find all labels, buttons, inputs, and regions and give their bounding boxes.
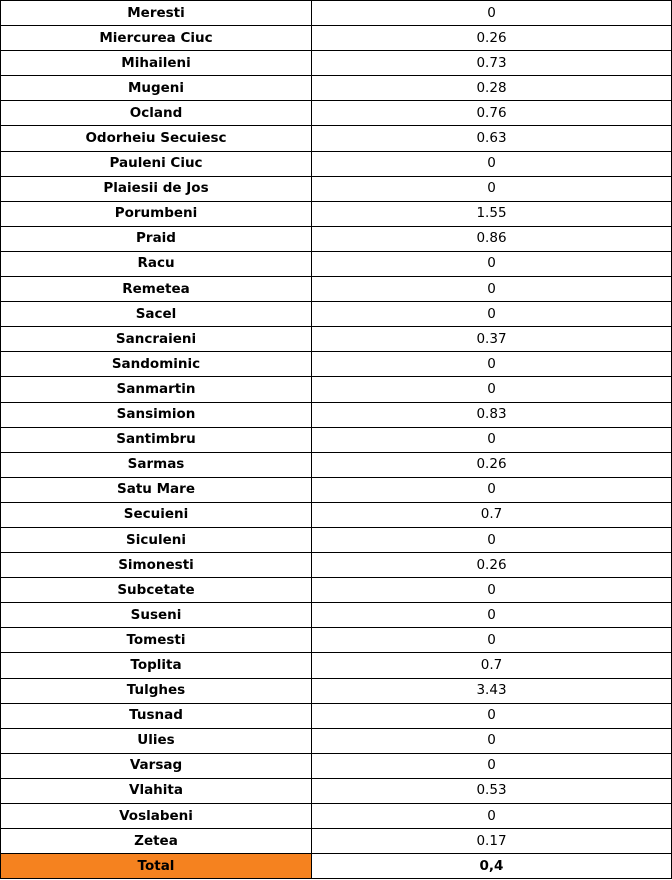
locality-name: Meresti [1, 1, 312, 26]
table-row [1, 402, 672, 427]
locality-value: 0.73 [312, 51, 672, 76]
locality-value: 1.55 [312, 201, 672, 226]
locality-value: 0 [312, 377, 672, 402]
locality-value: 0 [312, 578, 672, 603]
table-row [1, 1, 672, 26]
table-row [1, 628, 672, 653]
locality-name: Sarmas [1, 452, 312, 477]
locality-name: Suseni [1, 603, 312, 628]
table-body [1, 1, 672, 879]
locality-name: Sansimion [1, 402, 312, 427]
table-row [1, 26, 672, 51]
locality-value: 0 [312, 603, 672, 628]
locality-value: 0 [312, 251, 672, 276]
locality-value: 0 [312, 753, 672, 778]
table-row [1, 76, 672, 101]
locality-name: Secuieni [1, 502, 312, 527]
locality-value: 0.7 [312, 502, 672, 527]
locality-value: 0.26 [312, 26, 672, 51]
locality-name: Miercurea Ciuc [1, 26, 312, 51]
locality-name: Toplita [1, 653, 312, 678]
locality-value: 0 [312, 352, 672, 377]
locality-value: 0.63 [312, 126, 672, 151]
table-row [1, 352, 672, 377]
locality-value: 0 [312, 527, 672, 552]
locality-value: 0.86 [312, 226, 672, 251]
locality-name: Ocland [1, 101, 312, 126]
locality-value: 0 [312, 1, 672, 26]
locality-value: 0 [312, 427, 672, 452]
locality-value: 0 [312, 728, 672, 753]
locality-name: Ulies [1, 728, 312, 753]
locality-name: Sancraieni [1, 327, 312, 352]
locality-name: Satu Mare [1, 477, 312, 502]
locality-name: Racu [1, 251, 312, 276]
table-row [1, 126, 672, 151]
total-value: 0,4 [312, 854, 672, 879]
table-row [1, 452, 672, 477]
table-row [1, 477, 672, 502]
locality-name: Praid [1, 226, 312, 251]
table-row [1, 728, 672, 753]
table-row [1, 51, 672, 76]
total-row [1, 854, 672, 879]
total-label: Total [1, 854, 312, 879]
locality-name: Odorheiu Secuiesc [1, 126, 312, 151]
locality-value: 0.53 [312, 778, 672, 803]
table-row [1, 778, 672, 803]
locality-name: Pauleni Ciuc [1, 151, 312, 176]
locality-value: 0.28 [312, 76, 672, 101]
locality-value: 0.26 [312, 553, 672, 578]
table-row [1, 829, 672, 854]
locality-name: Mugeni [1, 76, 312, 101]
table-row [1, 527, 672, 552]
table-row [1, 603, 672, 628]
table-row [1, 653, 672, 678]
locality-name: Zetea [1, 829, 312, 854]
locality-name: Simonesti [1, 553, 312, 578]
locality-name: Sacel [1, 302, 312, 327]
locality-name: Mihaileni [1, 51, 312, 76]
table-row [1, 201, 672, 226]
table-row [1, 151, 672, 176]
locality-value: 0.37 [312, 327, 672, 352]
table-row [1, 502, 672, 527]
locality-value: 0 [312, 804, 672, 829]
locality-name: Plaiesii de Jos [1, 176, 312, 201]
table-row [1, 277, 672, 302]
locality-value: 0 [312, 151, 672, 176]
locality-value: 0.26 [312, 452, 672, 477]
table-row [1, 678, 672, 703]
locality-value: 0 [312, 176, 672, 201]
locality-name: Sandominic [1, 352, 312, 377]
locality-value: 0.17 [312, 829, 672, 854]
table-row [1, 176, 672, 201]
locality-name: Tomesti [1, 628, 312, 653]
locality-value: 0 [312, 302, 672, 327]
locality-name: Remetea [1, 277, 312, 302]
locality-name: Sanmartin [1, 377, 312, 402]
locality-name: Tusnad [1, 703, 312, 728]
table-row [1, 553, 672, 578]
locality-name: Tulghes [1, 678, 312, 703]
locality-value: 0.7 [312, 653, 672, 678]
locality-name: Vlahita [1, 778, 312, 803]
table-row [1, 703, 672, 728]
locality-value: 0 [312, 628, 672, 653]
locality-value: 0 [312, 277, 672, 302]
locality-name: Voslabeni [1, 804, 312, 829]
table-row [1, 101, 672, 126]
table-row [1, 753, 672, 778]
table-row [1, 804, 672, 829]
locality-name: Porumbeni [1, 201, 312, 226]
table-row [1, 302, 672, 327]
table-row [1, 327, 672, 352]
table-row [1, 427, 672, 452]
locality-value: 0 [312, 703, 672, 728]
table-row [1, 377, 672, 402]
locality-name: Santimbru [1, 427, 312, 452]
locality-value: 0.83 [312, 402, 672, 427]
table-row [1, 578, 672, 603]
locality-value: 3.43 [312, 678, 672, 703]
locality-value: 0.76 [312, 101, 672, 126]
locality-value: 0 [312, 477, 672, 502]
locality-name: Varsag [1, 753, 312, 778]
locality-name: Subcetate [1, 578, 312, 603]
table-row [1, 251, 672, 276]
locality-name: Siculeni [1, 527, 312, 552]
table-row [1, 226, 672, 251]
